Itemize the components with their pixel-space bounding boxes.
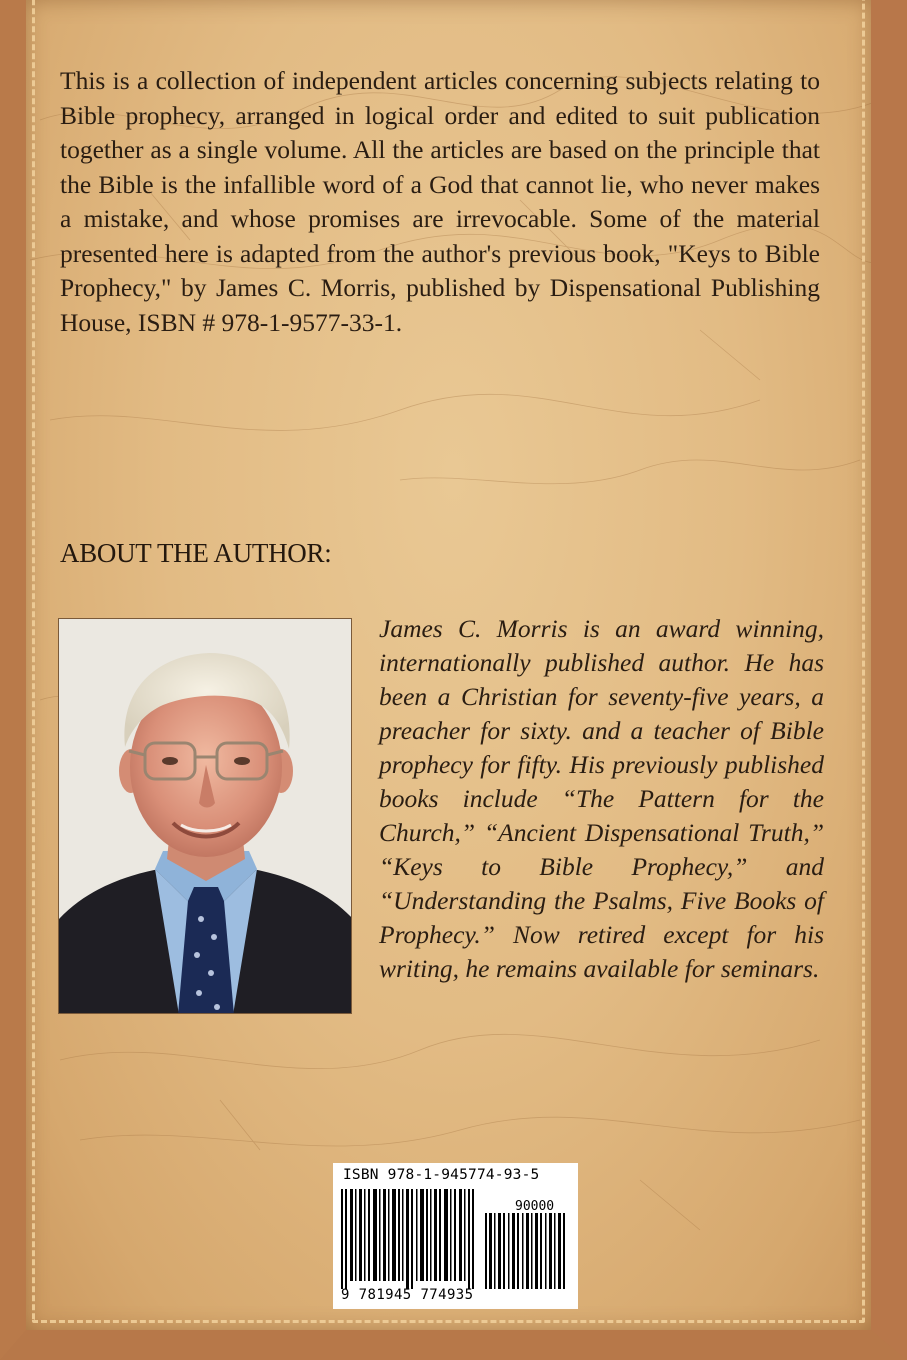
ean-digits: 9 781945 774935 bbox=[341, 1287, 474, 1303]
isbn-number: ISBN 978-1-945774-93-5 bbox=[343, 1167, 540, 1183]
author-bio: James C. Morris is an award winning, internationally published author. He has been a Christian for seventy-five years, a preacher for sixty. and a teacher of Bible prophecy for fifty. His previously published books include “The Pattern for the Church,” “Ancient Dispensational Truth,” “Keys to Bible Prophecy,” and “Understanding the Psalms, Five Books of Prophecy.” Now retired except for his writing, he remains available for seminars. bbox=[379, 614, 824, 983]
back-cover-blurb: This is a collection of independent articles concerning subjects relating to Bible prophecy, arranged in logical order and edited to suit publication together as a single volume. All the articles are based on the principle that the Bible is the infallible word of a God that cannot lie, who never makes a mistake, and whose promises are irrevocable. Some of the material presented here is adapted from the author's previous book, "Keys to Bible Prophecy," by James C. Morris, published by Dispensational Publishing House, ISBN # 978-1-9577-33-1. bbox=[60, 66, 820, 337]
isbn-barcode bbox=[333, 1163, 578, 1309]
author-photo bbox=[58, 618, 352, 1014]
price-code: 90000 bbox=[515, 1199, 555, 1214]
about-author-heading: ABOUT THE AUTHOR: bbox=[60, 538, 332, 568]
